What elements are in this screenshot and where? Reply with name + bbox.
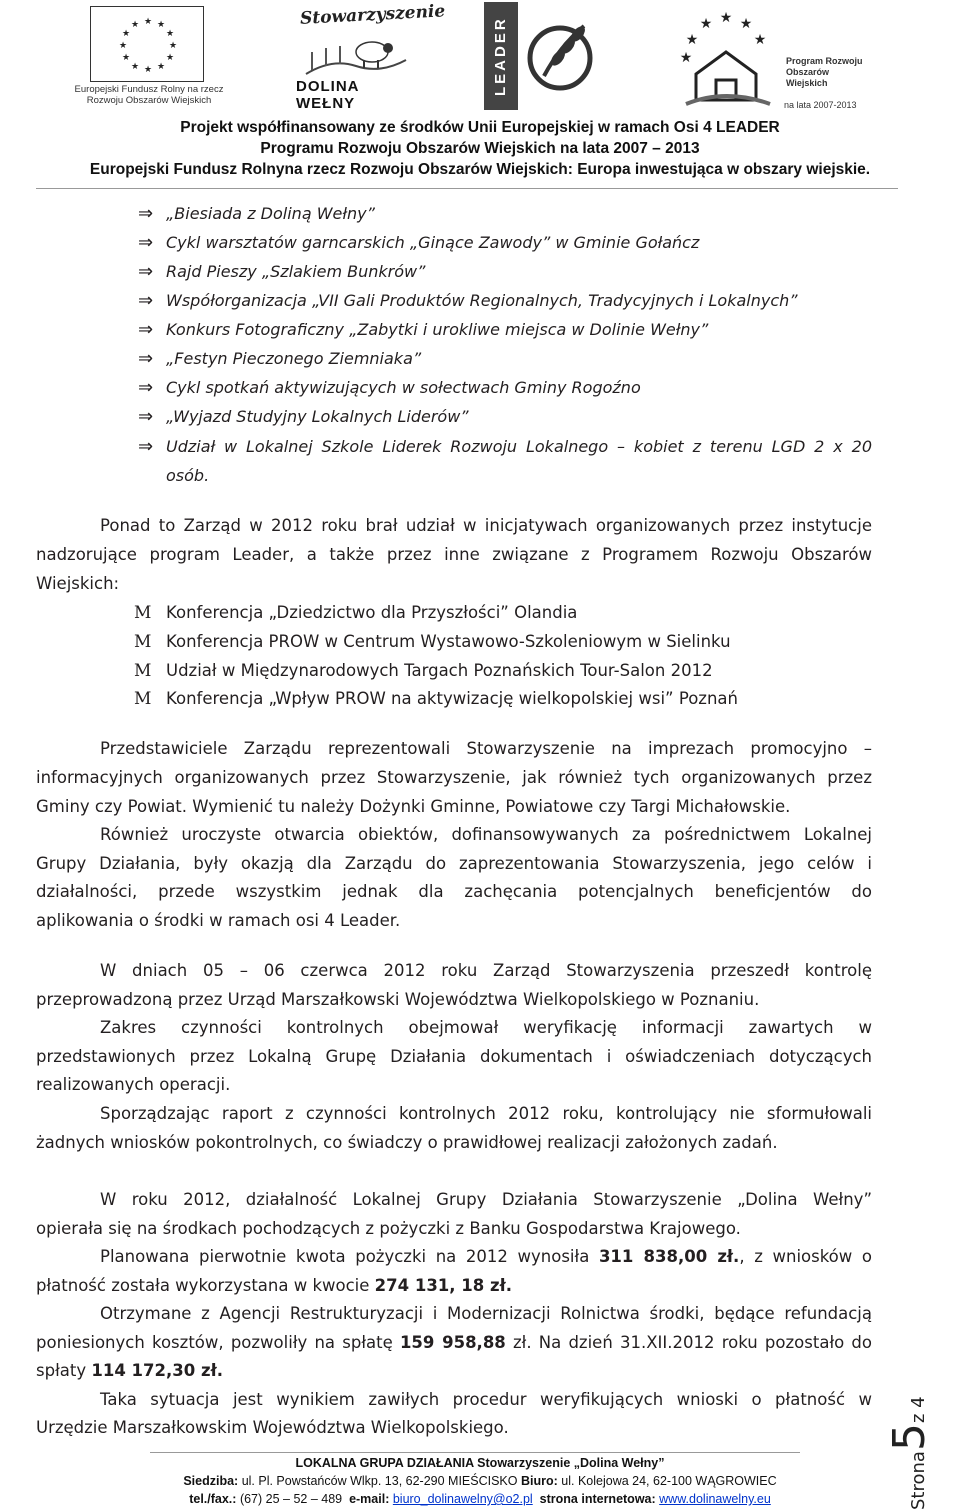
svg-text:★: ★ — [156, 20, 166, 30]
text-line: Gminy czy Powiat. Wymienić tu należy Dożynki Gminne, Powiatowe czy Targi Michałowskie. — [36, 797, 791, 816]
text-line: realizowanych operacji. — [36, 1075, 231, 1094]
text-line: Wiejskich: — [36, 574, 120, 593]
text-fragment: spłaty — [36, 1361, 92, 1380]
text-fragment: płatność została wykorzystana w kwocie — [36, 1276, 375, 1295]
email-label: e-mail: — [349, 1492, 390, 1506]
phone-label: tel./fax.: — [189, 1492, 237, 1506]
svg-text:★: ★ — [118, 41, 128, 51]
text-line: Grupy Działania, były okazją dla Zarządu do zaprezentowania Stowarzyszenia, jego celów i — [36, 854, 872, 873]
text-line: żadnych wniosków pokontrolnych, co świadczy o prawidłowej realizacji założonych zadań. — [36, 1133, 778, 1152]
footer-divider — [150, 1452, 800, 1453]
eu-stars-icon — [90, 6, 204, 82]
text-line: przedstawionych przez Lokalną Grupę Działania dokumentach i oświadczeniach dotyczących — [36, 1047, 872, 1066]
list-item: Udział w Lokalnej Szkole Liderek Rozwoju Lokalnego – kobiet z terenu LGD 2 x 20 — [166, 437, 872, 456]
svg-text:★: ★ — [719, 10, 733, 26]
text-line — [36, 1333, 872, 1352]
list-bullet-icon: M — [134, 689, 152, 709]
svg-text:★: ★ — [699, 16, 713, 32]
text-fragment: poniesionych kosztów, pozwoliły na spłatę — [36, 1333, 400, 1352]
arrow-bullet-icon: ⇒ — [138, 203, 154, 224]
office-label: Biuro: — [520, 1474, 558, 1488]
footer-org-name: LOKALNA GRUPA DZIAŁANIA Stowarzyszenie „Dolina Wełny” — [295, 1456, 665, 1470]
seat-address: ul. Pl. Powstańców Wlkp. 13, 62-290 MIEŚCISKO — [241, 1474, 518, 1488]
list-item-continuation: osób. — [166, 466, 210, 485]
text-fragment: Planowana pierwotnie kwota pożyczki na 2012 wynosiła — [100, 1247, 599, 1266]
arrow-bullet-icon: ⇒ — [138, 377, 154, 398]
email-link[interactable]: biuro_dolinawelny@o2.pl — [392, 1492, 533, 1506]
arrow-bullet-icon: ⇒ — [138, 436, 154, 457]
footer-contact — [0, 1492, 960, 1506]
svg-text:★: ★ — [121, 29, 131, 39]
text-line: nadzorujące program Leader, a także przez inne związane z Programem Rozwoju Obszarów — [36, 545, 872, 564]
svg-text:★: ★ — [165, 29, 175, 39]
loan-amount-used: 274 131, 18 zł. — [374, 1276, 512, 1295]
svg-text:★: ★ — [679, 50, 693, 66]
arrow-bullet-icon: ⇒ — [138, 348, 154, 369]
list-bullet-icon: M — [134, 603, 152, 623]
list-item: Cykl warsztatów garncarskich „Ginące Zawody” w Gminie Gołańcz — [166, 233, 700, 252]
repaid-amount: 159 958,88 — [399, 1333, 506, 1352]
text-line: Otrzymane z Agencji Restrukturyzacji i Modernizacji Rolnictwa środki, będące refundacją — [100, 1304, 872, 1323]
list-item: Współorganizacja „VII Gali Produktów Regionalnych, Tradycyjnych i Lokalnych” — [166, 291, 798, 310]
svg-text:★: ★ — [168, 41, 178, 51]
office-address: ul. Kolejowa 24, 62-100 WĄGROWIEC — [561, 1474, 777, 1488]
list-item: Rajd Pieszy „Szlakiem Bunkrów” — [166, 262, 426, 281]
loan-amount-planned: 311 838,00 zł. — [598, 1247, 740, 1266]
svg-text:★: ★ — [121, 53, 131, 63]
text-line: Taka sytuacja jest wynikiem zawiłych procedur weryfikujących wnioski o płatność w — [100, 1390, 872, 1409]
list-item: Cykl spotkań aktywizujących w sołectwach Gminy Rogoźno — [166, 378, 641, 397]
eu-flag-logo — [74, 4, 224, 112]
arrow-bullet-icon: ⇒ — [138, 319, 154, 340]
text-line — [36, 1361, 223, 1380]
dolina-logo-word: Stowarzyszenie — [299, 1, 446, 29]
list-bullet-icon: M — [134, 661, 152, 681]
arrow-bullet-icon: ⇒ — [138, 232, 154, 253]
prow-logo-text: Program Rozwoju Obszarów Wiejskich — [786, 56, 863, 88]
wheat-icon — [524, 6, 602, 106]
text-fragment: , z wniosków o — [739, 1247, 872, 1266]
text-line — [36, 1276, 512, 1295]
leader-logo-text: LEADER — [484, 2, 518, 110]
svg-text:★: ★ — [156, 62, 166, 72]
svg-text:★: ★ — [739, 16, 753, 32]
svg-text:★: ★ — [685, 32, 699, 48]
text-line: W dniach 05 – 06 czerwca 2012 roku Zarząd Stowarzyszenia przeszedł kontrolę — [100, 961, 872, 980]
text-line: W roku 2012, działalność Lokalnej Grupy Działania Stowarzyszenie „Dolina Wełny” — [100, 1190, 872, 1209]
list-item: „Wyjazd Studyjny Lokalnych Liderów” — [166, 407, 469, 426]
page-total: z 4 — [908, 1396, 929, 1424]
text-line: informacyjnych organizowanych przez Stowarzyszenie, jak również tych organizowanych przez — [36, 768, 872, 787]
list-item: Udział w Międzynarodowych Targach Poznańskich Tour-Salon 2012 — [166, 661, 713, 680]
cofinancing-line-3: Europejski Fundusz Rolnyna rzecz Rozwoju Obszarów Wiejskich: Europa inwestująca w obszary wiejskie. — [89, 161, 871, 178]
svg-text:★: ★ — [143, 65, 153, 75]
sheep-fence-icon — [302, 30, 410, 78]
svg-text:★: ★ — [753, 32, 767, 48]
text-line: działalności, przede wszystkim jednak dla zachęcania potencjalnych beneficjentów do — [36, 882, 872, 901]
header-divider — [36, 188, 898, 189]
leader-logo — [484, 2, 602, 112]
text-line: aplikowania o środki w ramach osi 4 Leader. — [36, 911, 401, 930]
svg-text:★: ★ — [130, 20, 140, 30]
dolina-welny-logo — [296, 1, 446, 112]
arrow-bullet-icon: ⇒ — [138, 406, 154, 427]
website-label: strona internetowa: — [539, 1492, 656, 1506]
dolina-logo-name: DOLINA WEŁNY — [296, 78, 359, 112]
list-item: „Festyn Pieczonego Ziemniaka” — [166, 349, 422, 368]
remaining-amount: 114 172,30 zł. — [91, 1361, 223, 1380]
list-item: Konferencja „Dziedzictwo dla Przyszłości” Olandia — [166, 603, 578, 622]
page-label: Strona — [908, 1451, 929, 1510]
arrow-bullet-icon: ⇒ — [138, 261, 154, 282]
text-line: Sporządzając raport z czynności kontrolnych 2012 roku, kontrolujący nie sformułowali — [100, 1104, 872, 1123]
text-fragment: zł. Na dzień 31.XII.2012 roku pozostało do — [505, 1333, 872, 1352]
prow-logo — [666, 4, 866, 114]
text-line: Ponad to Zarząd w 2012 roku brał udział w inicjatywach organizowanych przez instytucje — [100, 516, 872, 535]
svg-text:★: ★ — [165, 53, 175, 63]
list-item: Konferencja „Wpływ PROW na aktywizację wielkopolskiej wsi” Poznań — [166, 689, 738, 708]
list-item: „Biesiada z Doliną Wełny” — [166, 204, 375, 223]
list-item: Konkurs Fotograficzny „Zabytki i urokliwe miejsca w Dolinie Wełny” — [166, 320, 709, 339]
list-item: Konferencja PROW w Centrum Wystawowo-Szkoleniowym w Sielinku — [166, 632, 731, 651]
svg-text:★: ★ — [130, 62, 140, 72]
phone-number: (67) 25 – 52 – 489 — [239, 1492, 343, 1506]
text-line: Przedstawiciele Zarządu reprezentowali Stowarzyszenie na imprezach promocyjno – — [100, 739, 872, 758]
seat-label: Siedziba: — [183, 1474, 239, 1488]
cofinancing-line-1: Projekt współfinansowany ze środków Unii Europejskiej w ramach Osi 4 LEADER — [180, 119, 780, 136]
footer-address — [0, 1474, 960, 1488]
eu-stars-svg — [91, 7, 205, 83]
website-link[interactable]: www.dolinawelny.eu — [659, 1492, 771, 1506]
cofinancing-line-2: Programu Rozwoju Obszarów Wiejskich na lata 2007 – 2013 — [260, 140, 700, 157]
prow-emblem-icon — [666, 4, 786, 112]
text-line — [100, 1247, 872, 1266]
page-current: 5 — [884, 1423, 935, 1452]
text-line: Urzędzie Marszałkowskim Województwa Wielkopolskiego. — [36, 1418, 509, 1437]
prow-logo-years: na lata 2007-2013 — [784, 100, 857, 110]
text-line: Zakres czynności kontrolnych obejmował weryfikację informacji zawartych w — [100, 1018, 872, 1037]
text-line: przeprowadzoną przez Urząd Marszałkowski Województwa Wielkopolskiego w Poznaniu. — [36, 990, 760, 1009]
svg-text:★: ★ — [143, 17, 153, 27]
arrow-bullet-icon: ⇒ — [138, 290, 154, 311]
text-line: Również uroczyste otwarcia obiektów, dofinansowywanych za pośrednictwem Lokalnej — [100, 825, 872, 844]
text-line: opierała się na środkach pochodzących z pożyczki z Banku Gospodarstwa Krajowego. — [36, 1219, 741, 1238]
eu-logo-caption: Europejski Fundusz Rolny na rzecz Rozwoju Obszarów Wiejskich — [74, 84, 224, 106]
list-bullet-icon: M — [134, 632, 152, 652]
